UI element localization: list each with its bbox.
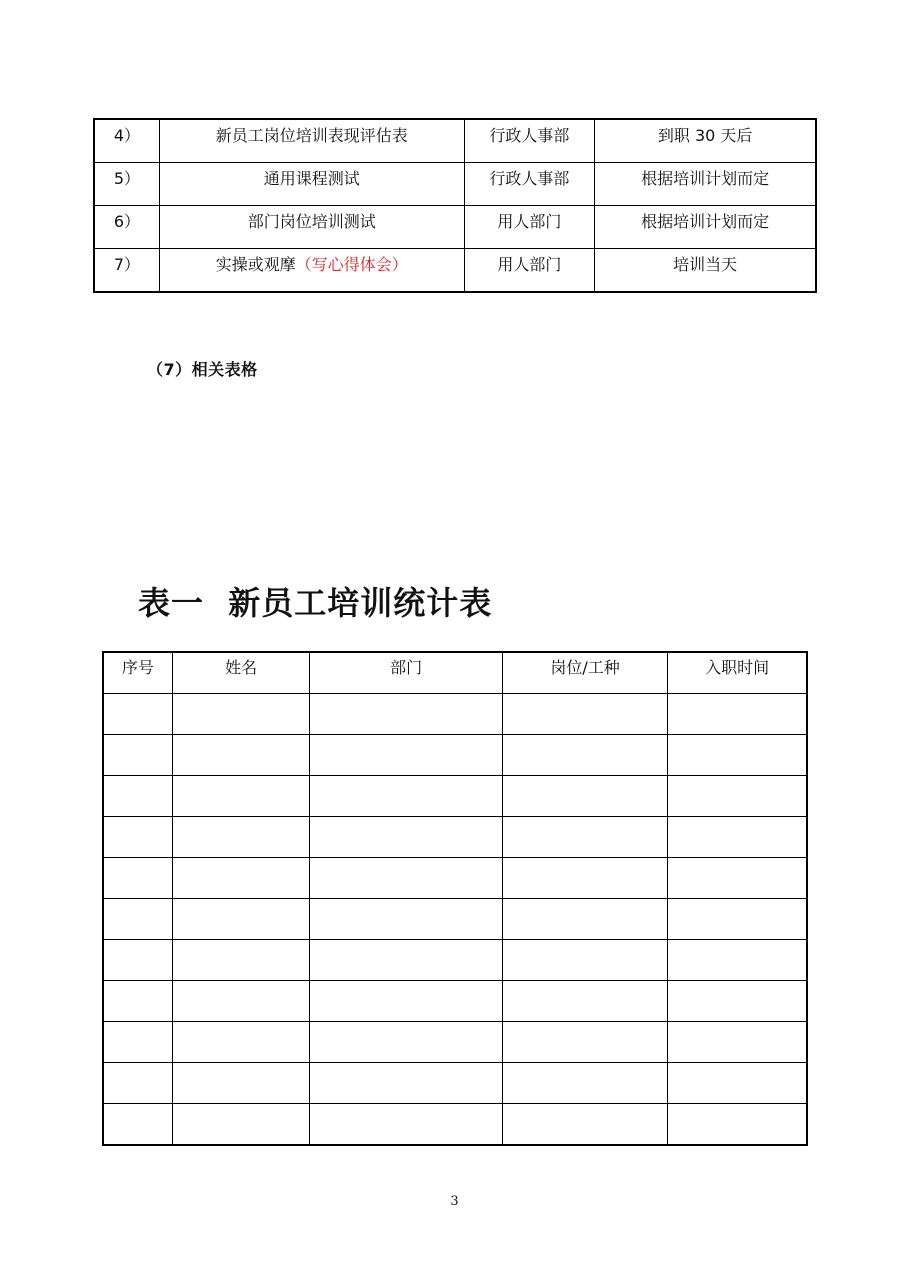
timing-text: 到职 30 天后 bbox=[657, 126, 753, 145]
training-item-text: 实操或观摩 bbox=[215, 255, 296, 274]
empty-cell bbox=[310, 899, 502, 940]
timing bbox=[595, 206, 816, 249]
column-header-hire-date: 入职时间 bbox=[668, 652, 807, 694]
timing bbox=[595, 249, 816, 293]
empty-cell bbox=[103, 694, 172, 735]
empty-cell bbox=[172, 940, 310, 981]
training-schedule-table bbox=[93, 118, 817, 293]
empty-cell bbox=[502, 817, 668, 858]
timing-text: 根据培训计划而定 bbox=[641, 169, 770, 188]
empty-cell bbox=[668, 735, 807, 776]
column-header-position: 岗位/工种 bbox=[502, 652, 668, 694]
training-item-note: （写心得体会） bbox=[295, 255, 408, 274]
table-row bbox=[103, 899, 807, 940]
empty-cell bbox=[103, 858, 172, 899]
empty-cell bbox=[172, 1063, 310, 1104]
table-row bbox=[94, 119, 816, 163]
empty-cell bbox=[172, 1104, 310, 1146]
empty-cell bbox=[103, 1104, 172, 1146]
table-row bbox=[103, 981, 807, 1022]
empty-cell bbox=[172, 817, 310, 858]
empty-cell bbox=[310, 1104, 502, 1146]
row-number-text: 7） bbox=[113, 255, 141, 274]
table-row bbox=[94, 206, 816, 249]
empty-cell bbox=[172, 694, 310, 735]
empty-cell bbox=[502, 1063, 668, 1104]
column-header-name: 姓名 bbox=[172, 652, 310, 694]
stats-header-row bbox=[103, 652, 807, 694]
empty-cell bbox=[502, 1104, 668, 1146]
training-item bbox=[159, 249, 464, 293]
empty-cell bbox=[310, 981, 502, 1022]
responsible-dept-text: 用人部门 bbox=[497, 212, 562, 231]
table-row bbox=[103, 1104, 807, 1146]
responsible-dept bbox=[464, 206, 595, 249]
empty-cell bbox=[103, 940, 172, 981]
empty-cell bbox=[668, 694, 807, 735]
stats-table-body bbox=[103, 694, 807, 1146]
empty-cell bbox=[172, 899, 310, 940]
empty-cell bbox=[103, 735, 172, 776]
empty-cell bbox=[502, 899, 668, 940]
table-row bbox=[103, 735, 807, 776]
empty-cell bbox=[103, 899, 172, 940]
timing-text: 培训当天 bbox=[673, 255, 738, 274]
empty-cell bbox=[103, 981, 172, 1022]
empty-cell bbox=[668, 1022, 807, 1063]
responsible-dept-text: 用人部门 bbox=[497, 255, 562, 274]
table-row bbox=[103, 858, 807, 899]
table-row bbox=[103, 694, 807, 735]
empty-cell bbox=[103, 776, 172, 817]
empty-cell bbox=[172, 776, 310, 817]
empty-cell bbox=[668, 940, 807, 981]
row-number bbox=[94, 206, 159, 249]
row-number bbox=[94, 119, 159, 163]
timing-text: 根据培训计划而定 bbox=[641, 212, 770, 231]
empty-cell bbox=[502, 858, 668, 899]
responsible-dept-text: 行政人事部 bbox=[489, 169, 570, 188]
empty-cell bbox=[172, 858, 310, 899]
table-row bbox=[103, 1022, 807, 1063]
empty-cell bbox=[668, 858, 807, 899]
empty-cell bbox=[172, 1022, 310, 1063]
empty-cell bbox=[668, 1063, 807, 1104]
empty-cell bbox=[103, 1022, 172, 1063]
responsible-dept bbox=[464, 249, 595, 293]
training-item bbox=[159, 119, 464, 163]
table-row bbox=[103, 776, 807, 817]
row-number bbox=[94, 249, 159, 293]
empty-cell bbox=[310, 1022, 502, 1063]
empty-cell bbox=[502, 981, 668, 1022]
table-title: 表一 新员工培训统计表 bbox=[138, 584, 493, 622]
empty-cell bbox=[502, 1022, 668, 1063]
training-item-text: 通用课程测试 bbox=[263, 169, 360, 188]
row-number-text: 6） bbox=[113, 212, 141, 231]
table-row bbox=[103, 1063, 807, 1104]
column-header-department: 部门 bbox=[310, 652, 502, 694]
empty-cell bbox=[310, 1063, 502, 1104]
responsible-dept bbox=[464, 119, 595, 163]
column-header-seq: 序号 bbox=[103, 652, 172, 694]
empty-cell bbox=[502, 735, 668, 776]
page-number: 3 bbox=[450, 1194, 459, 1209]
empty-cell bbox=[310, 817, 502, 858]
training-schedule-body bbox=[94, 119, 816, 292]
row-number-text: 4） bbox=[113, 126, 141, 145]
responsible-dept-text: 行政人事部 bbox=[489, 126, 570, 145]
training-item-text: 部门岗位培训测试 bbox=[247, 212, 376, 231]
row-number bbox=[94, 163, 159, 206]
training-item bbox=[159, 163, 464, 206]
row-number-text: 5） bbox=[113, 169, 141, 188]
empty-cell bbox=[172, 735, 310, 776]
timing bbox=[595, 163, 816, 206]
empty-cell bbox=[502, 940, 668, 981]
table-row bbox=[103, 940, 807, 981]
empty-cell bbox=[103, 817, 172, 858]
empty-cell bbox=[668, 776, 807, 817]
empty-cell bbox=[668, 981, 807, 1022]
section-heading: （7）相关表格 bbox=[147, 360, 258, 379]
table-row bbox=[94, 163, 816, 206]
timing bbox=[595, 119, 816, 163]
empty-cell bbox=[172, 981, 310, 1022]
training-item bbox=[159, 206, 464, 249]
empty-cell bbox=[310, 694, 502, 735]
new-employee-training-stats-table bbox=[102, 651, 808, 1146]
empty-cell bbox=[103, 1063, 172, 1104]
training-item-text: 新员工岗位培训表现评估表 bbox=[215, 126, 408, 145]
empty-cell bbox=[310, 735, 502, 776]
empty-cell bbox=[668, 817, 807, 858]
empty-cell bbox=[668, 1104, 807, 1146]
table-row bbox=[103, 817, 807, 858]
table-row bbox=[94, 249, 816, 293]
empty-cell bbox=[310, 940, 502, 981]
empty-cell bbox=[310, 776, 502, 817]
empty-cell bbox=[668, 899, 807, 940]
empty-cell bbox=[310, 858, 502, 899]
responsible-dept bbox=[464, 163, 595, 206]
empty-cell bbox=[502, 776, 668, 817]
empty-cell bbox=[502, 694, 668, 735]
